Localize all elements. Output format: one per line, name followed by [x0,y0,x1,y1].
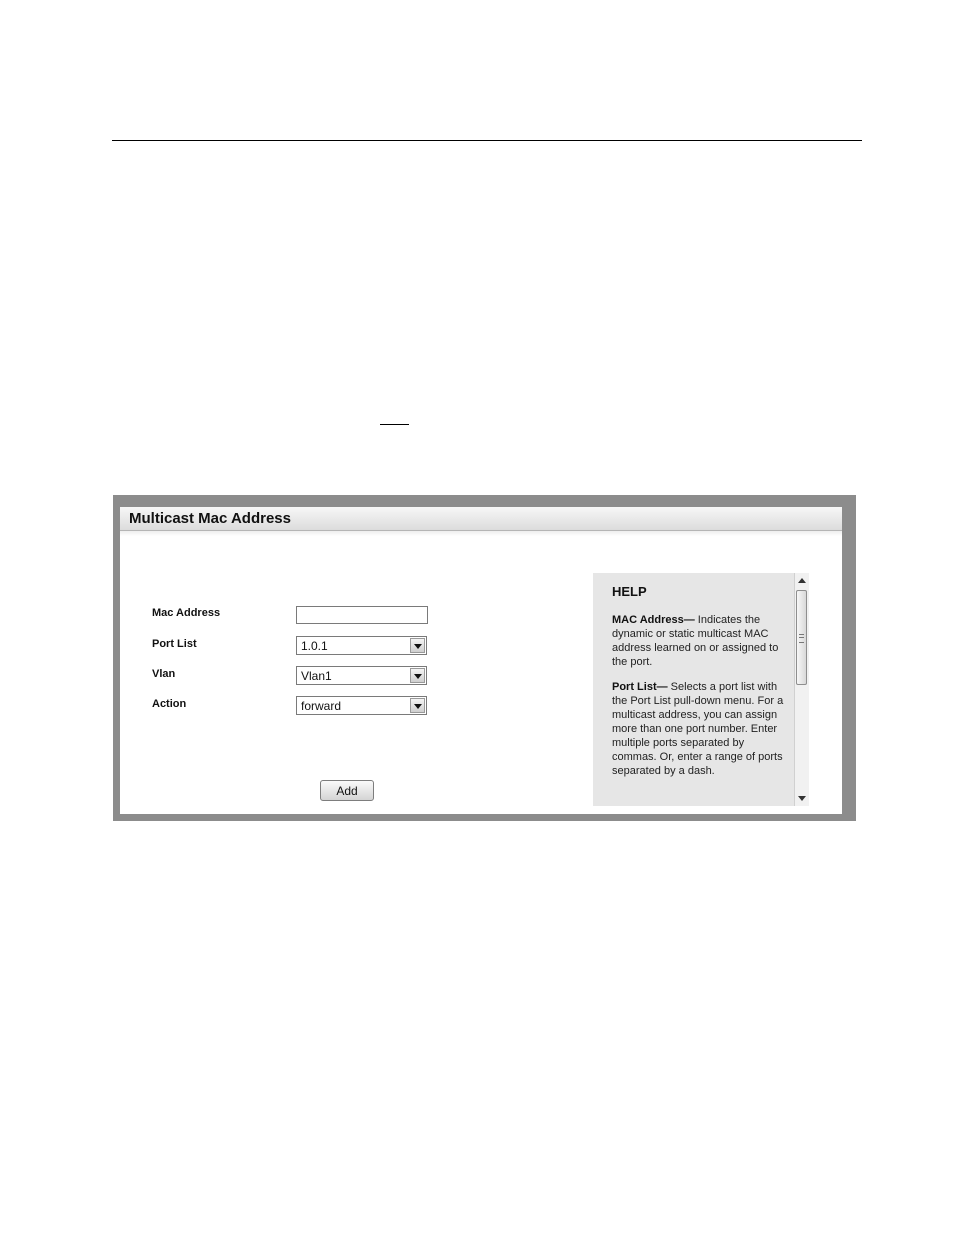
help-term: Port List— [612,681,668,693]
help-scrollbar[interactable] [794,573,809,806]
scroll-up-arrow-icon[interactable] [798,578,806,583]
screenshot-frame [113,495,856,821]
port-list-label: Port List [152,638,197,650]
panel-title: Multicast Mac Address [129,510,291,527]
action-value: forward [301,699,342,713]
page-top-rule [112,140,862,141]
help-content [612,585,786,789]
grip-icon [799,634,804,643]
mac-address-input[interactable] [296,606,428,624]
panel-header [120,507,842,531]
help-title: HELP [612,584,647,599]
scroll-thumb[interactable] [796,590,807,685]
port-list-select[interactable] [296,636,427,655]
add-button[interactable]: Add [320,780,374,801]
action-label: Action [152,698,187,710]
vlan-select[interactable] [296,666,427,685]
chevron-down-icon[interactable] [410,698,425,713]
vlan-label: Vlan [152,668,176,680]
multicast-mac-panel [120,507,842,814]
help-text: Indicates the dynamic or static multicast MAC address learned on or assigned to the port. [612,614,779,668]
scroll-down-arrow-icon[interactable] [798,796,806,801]
action-select[interactable] [296,696,427,715]
header-shade [120,531,842,536]
chevron-down-icon[interactable] [410,668,425,683]
help-term: MAC Address— [612,614,695,626]
port-list-value: 1.0.1 [301,639,328,653]
help-pane [593,573,809,806]
mac-address-label: Mac Address [152,607,221,619]
chevron-down-icon[interactable] [410,638,425,653]
help-section-mac-address [612,613,786,669]
vlan-value: Vlan1 [301,669,332,683]
help-section-port-list [612,680,786,778]
help-text: Selects a port list with the Port List pull-down menu. For a multicast address, you can assign more than one port number. Enter multiple ports separated by commas. Or, enter a range of ports separated by a dash. [612,681,784,777]
underline-mark [380,424,409,425]
